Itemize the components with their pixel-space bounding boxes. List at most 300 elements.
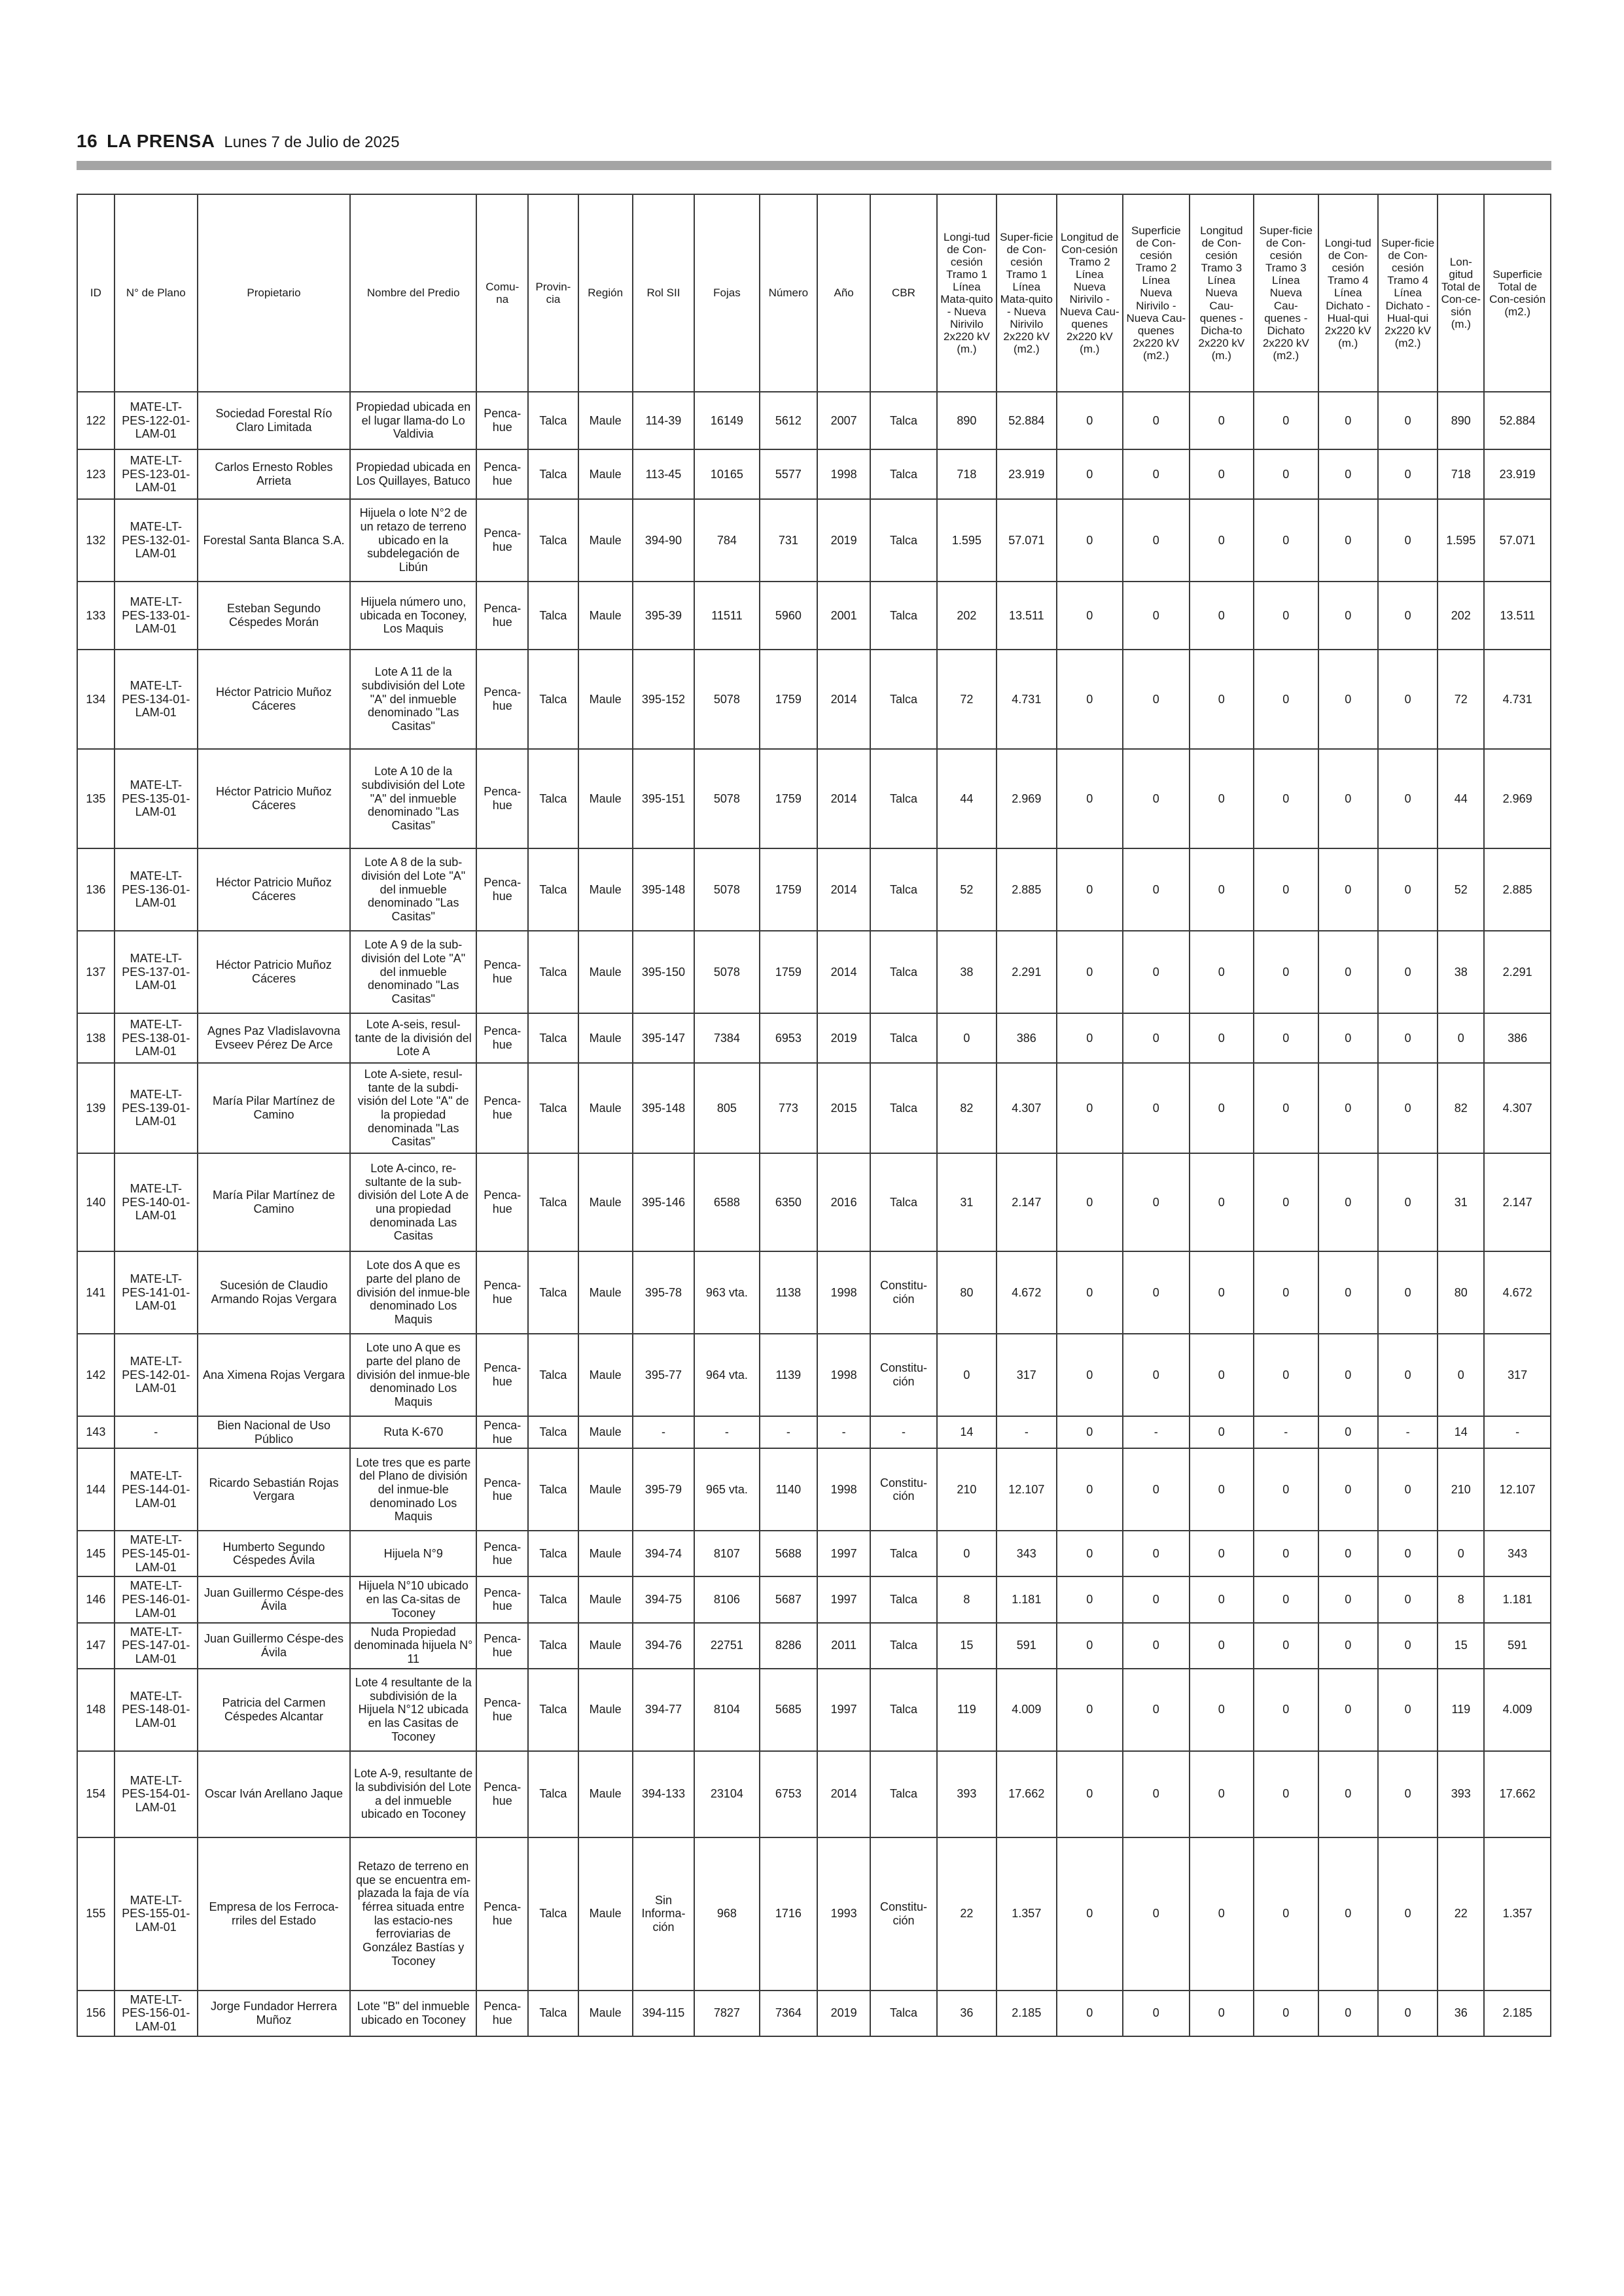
table-cell: 0 [1057,1623,1123,1669]
table-cell: 968 [694,1837,760,1991]
column-header: ID [77,194,115,392]
column-header: Comu-na [476,194,528,392]
table-cell: Hijuela número uno, ubicada en Toconey, Los Maquis [350,582,476,650]
table-cell: 0 [1123,931,1190,1013]
table-cell: Talca [870,1063,937,1153]
table-cell: Talca [528,1334,578,1416]
column-header: Fojas [694,194,760,392]
table-row [77,499,1551,582]
table-cell: 0 [1318,449,1378,499]
table-cell: 38 [937,931,997,1013]
table-cell: Talca [528,582,578,650]
table-cell: Maule [578,499,633,582]
table-cell: MATE-LT-PES-142-01-LAM-01 [115,1334,198,1416]
table-cell: 0 [1057,392,1123,449]
table-cell: 2.291 [997,931,1056,1013]
table-cell: 4.672 [1484,1251,1551,1334]
table-cell: 0 [1057,1669,1123,1751]
table-cell: 145 [77,1531,115,1576]
table-cell: 0 [1123,1837,1190,1991]
table-cell: MATE-LT-PES-134-01-LAM-01 [115,650,198,749]
table-cell: 13.511 [1484,582,1551,650]
table-cell: Talca [870,749,937,848]
table-row [77,931,1551,1013]
table-cell: 8286 [760,1623,817,1669]
table-cell: 0 [1057,582,1123,650]
table-cell: 82 [1438,1063,1484,1153]
table-cell: Talca [528,1063,578,1153]
table-cell: Maule [578,749,633,848]
table-cell: 137 [77,931,115,1013]
table-cell: 395-147 [633,1013,694,1063]
table-cell: 395-150 [633,931,694,1013]
table-cell: 0 [1318,650,1378,749]
table-cell: 0 [1190,1531,1254,1576]
table-cell: 52.884 [997,392,1056,449]
table-cell: 22 [937,1837,997,1991]
table-cell: 138 [77,1013,115,1063]
table-cell: 0 [937,1531,997,1576]
table-cell: 2014 [817,931,870,1013]
table-cell: Penca-hue [476,1063,528,1153]
table-cell: 122 [77,392,115,449]
table-cell: - [115,1416,198,1448]
table-row [77,392,1551,449]
table-cell: 0 [1254,650,1318,749]
table-cell: 0 [1190,392,1254,449]
table-cell: 132 [77,499,115,582]
table-cell: 2.147 [1484,1153,1551,1251]
table-cell: 36 [937,1991,997,2036]
table-cell: Sociedad Forestal Río Claro Limitada [198,392,351,449]
table-cell: 113-45 [633,449,694,499]
table-cell: 14 [937,1416,997,1448]
table-cell: 0 [1057,1251,1123,1334]
column-header: Rol SII [633,194,694,392]
table-cell: Talca [528,650,578,749]
table-cell: Talca [870,392,937,449]
table-cell: 0 [1378,1448,1438,1531]
table-cell: 2.291 [1484,931,1551,1013]
table-row [77,1576,1551,1622]
table-cell: MATE-LT-PES-154-01-LAM-01 [115,1751,198,1837]
table-cell: 141 [77,1251,115,1334]
table-cell: 5687 [760,1576,817,1622]
table-cell: 395-39 [633,582,694,650]
table-cell: 1759 [760,749,817,848]
table-cell: 80 [1438,1251,1484,1334]
table-cell: 36 [1438,1991,1484,2036]
table-cell: 0 [1057,848,1123,931]
table-cell: Lote A 9 de la sub-división del Lote "A" del inmueble denominado "Las Casitas" [350,931,476,1013]
table-cell: 0 [1378,1669,1438,1751]
table-cell: Penca-hue [476,1448,528,1531]
table-cell: 5577 [760,449,817,499]
table-cell: 1716 [760,1837,817,1991]
table-cell: 72 [1438,650,1484,749]
table-cell: 0 [1190,1623,1254,1669]
table-cell: 22 [1438,1837,1484,1991]
table-cell: Talca [870,1576,937,1622]
table-cell: 0 [1318,848,1378,931]
table-cell: 0 [1318,1448,1378,1531]
table-cell: 0 [1378,1531,1438,1576]
table-cell: Constitu-ción [870,1334,937,1416]
table-cell: Forestal Santa Blanca S.A. [198,499,351,582]
table-cell: 395-148 [633,1063,694,1153]
table-cell: MATE-LT-PES-136-01-LAM-01 [115,848,198,931]
table-cell: 4.307 [1484,1063,1551,1153]
table-cell: 317 [997,1334,1056,1416]
table-cell: 0 [1378,1751,1438,1837]
table-cell: Sucesión de Claudio Armando Rojas Vergara [198,1251,351,1334]
table-cell: Penca-hue [476,1153,528,1251]
table-cell: 393 [937,1751,997,1837]
table-cell: 0 [1190,650,1254,749]
table-cell: - [1378,1416,1438,1448]
table-cell: 7827 [694,1991,760,2036]
table-cell: - [633,1416,694,1448]
table-cell: 0 [1378,1576,1438,1622]
table-cell: 0 [1057,1063,1123,1153]
table-cell: 119 [1438,1669,1484,1751]
table-cell: Penca-hue [476,1013,528,1063]
table-cell: 4.731 [997,650,1056,749]
table-cell: Lote A-cinco, re-sultante de la sub-división del Lote A de una propiedad denominada Las Casitas [350,1153,476,1251]
table-cell: MATE-LT-PES-146-01-LAM-01 [115,1576,198,1622]
table-cell: 0 [1057,1837,1123,1991]
table-cell: Retazo de terreno en que se encuentra em-plazada la faja de vía férrea situada entre las estacio-nes ferroviarias de González Bastías y Toconey [350,1837,476,1991]
table-cell: 395-151 [633,749,694,848]
table-cell: 2019 [817,1991,870,2036]
table-cell: 2014 [817,848,870,931]
table-cell: 0 [1190,1751,1254,1837]
table-cell: - [1254,1416,1318,1448]
table-cell: 0 [1057,1153,1123,1251]
table-cell: 773 [760,1063,817,1153]
table-cell: 0 [1318,1251,1378,1334]
table-cell: 0 [1123,1334,1190,1416]
table-cell: 23.919 [1484,449,1551,499]
table-cell: 0 [1123,1251,1190,1334]
table-cell: 0 [1190,1448,1254,1531]
table-cell: 0 [1254,392,1318,449]
table-cell: Maule [578,1416,633,1448]
table-cell: 0 [1254,1448,1318,1531]
table-cell: 2019 [817,1013,870,1063]
table-cell: 0 [1190,582,1254,650]
table-cell: Maule [578,392,633,449]
table-cell: 0 [1378,931,1438,1013]
table-cell: Maule [578,1334,633,1416]
table-row [77,1153,1551,1251]
table-cell: 0 [1318,1013,1378,1063]
table-cell: Lote "B" del inmueble ubicado en Toconey [350,1991,476,2036]
table-cell: 119 [937,1669,997,1751]
column-header: Superficie Total de Con-cesión (m2.) [1484,194,1551,392]
table-cell: Hijuela o lote N°2 de un retazo de terreno ubicado en la subdelegación de Libún [350,499,476,582]
table-cell: 963 vta. [694,1251,760,1334]
table-cell: Maule [578,1576,633,1622]
table-cell: 0 [1190,1063,1254,1153]
table-row [77,848,1551,931]
table-cell: 731 [760,499,817,582]
table-cell: MATE-LT-PES-144-01-LAM-01 [115,1448,198,1531]
table-cell: 7364 [760,1991,817,2036]
table-cell: Lote A 11 de la subdivisión del Lote "A" del inmueble denominado "Las Casitas" [350,650,476,749]
table-cell: 1998 [817,1448,870,1531]
table-cell: Bien Nacional de Uso Público [198,1416,351,1448]
table-row [77,582,1551,650]
table-cell: 784 [694,499,760,582]
table-cell: 17.662 [1484,1751,1551,1837]
table-cell: MATE-LT-PES-132-01-LAM-01 [115,499,198,582]
table-cell: 1.181 [1484,1576,1551,1622]
table-cell: 0 [1254,931,1318,1013]
table-cell: Carlos Ernesto Robles Arrieta [198,449,351,499]
table-cell: 0 [1123,1623,1190,1669]
table-cell: 4.731 [1484,650,1551,749]
table-cell: 0 [1123,582,1190,650]
table-cell: 0 [1318,749,1378,848]
table-cell: Penca-hue [476,1531,528,1576]
table-cell: Talca [870,1669,937,1751]
table-cell: 2019 [817,499,870,582]
table-cell: 1139 [760,1334,817,1416]
table-cell: 82 [937,1063,997,1153]
table-cell: 2.147 [997,1153,1056,1251]
table-cell: Maule [578,1531,633,1576]
column-header: Nombre del Predio [350,194,476,392]
table-cell: Maule [578,1063,633,1153]
table-cell: Maule [578,1991,633,2036]
table-cell: Héctor Patricio Muñoz Cáceres [198,650,351,749]
table-cell: 4.009 [1484,1669,1551,1751]
table-cell: 591 [1484,1623,1551,1669]
table-cell: 15 [937,1623,997,1669]
table-cell: MATE-LT-PES-123-01-LAM-01 [115,449,198,499]
table-cell: 0 [1254,749,1318,848]
column-header: Super-ficie de Con-cesión Tramo 4 Línea Dichato - Hual-qui 2x220 kV (m2.) [1378,194,1438,392]
table-cell: Maule [578,650,633,749]
table-cell: 52.884 [1484,392,1551,449]
table-cell: 1997 [817,1531,870,1576]
table-cell: 11511 [694,582,760,650]
table-cell: Maule [578,1669,633,1751]
table-cell: 6588 [694,1153,760,1251]
table-cell: Penca-hue [476,392,528,449]
table-cell: Talca [870,1531,937,1576]
table-cell: 0 [1378,1251,1438,1334]
table-cell: 0 [1318,1334,1378,1416]
column-header: Longitud de Con-cesión Tramo 3 Línea Nueva Cau-quenes - Dicha-to 2x220 kV (m.) [1190,194,1254,392]
table-cell: 0 [1378,1013,1438,1063]
table-cell: 393 [1438,1751,1484,1837]
table-cell: MATE-LT-PES-140-01-LAM-01 [115,1153,198,1251]
table-cell: Maule [578,1013,633,1063]
table-cell: Penca-hue [476,1251,528,1334]
table-cell: Talca [528,1837,578,1991]
table-cell: 0 [1254,1669,1318,1751]
table-cell: 0 [1190,1837,1254,1991]
table-row [77,749,1551,848]
table-cell: 0 [1318,1991,1378,2036]
table-cell: 0 [1190,1013,1254,1063]
table-cell: 0 [1057,749,1123,848]
table-cell: 0 [1318,1837,1378,1991]
table-cell: 0 [1190,1334,1254,1416]
table-cell: 1998 [817,1251,870,1334]
table-cell: Talca [870,848,937,931]
table-cell: Maule [578,1153,633,1251]
column-header: Provin-cia [528,194,578,392]
table-cell: Talca [870,1991,937,2036]
table-cell: Maule [578,1751,633,1837]
table-cell: 57.071 [1484,499,1551,582]
table-cell: 395-146 [633,1153,694,1251]
table-cell: Talca [528,499,578,582]
table-cell: 0 [1123,1448,1190,1531]
table-cell: Penca-hue [476,1751,528,1837]
column-header: Superficie de Con-cesión Tramo 2 Línea Nueva Nirivilo - Nueva Cau-quenes 2x220 kV (m2.) [1123,194,1190,392]
table-cell: 0 [1123,499,1190,582]
table-cell: - [1484,1416,1551,1448]
table-cell: Talca [528,848,578,931]
column-header: N° de Plano [115,194,198,392]
table-cell: 343 [1484,1531,1551,1576]
table-cell: Penca-hue [476,1334,528,1416]
table-cell: 1759 [760,848,817,931]
table-cell: 0 [1378,749,1438,848]
table-cell: 8107 [694,1531,760,1576]
table-cell: Lote A-9, resultante de la subdivisión del Lote a del inmueble ubicado en Toconey [350,1751,476,1837]
table-cell: Penca-hue [476,1991,528,2036]
table-cell: 0 [1057,1013,1123,1063]
table-cell: 890 [937,392,997,449]
table-row [77,1251,1551,1334]
table-cell: Penca-hue [476,931,528,1013]
table-cell: - [997,1416,1056,1448]
table-cell: 0 [1123,1013,1190,1063]
table-cell: 1.357 [1484,1837,1551,1991]
table-cell: 4.009 [997,1669,1056,1751]
table-cell: 6350 [760,1153,817,1251]
table-cell: MATE-LT-PES-141-01-LAM-01 [115,1251,198,1334]
table-cell: 0 [1123,1063,1190,1153]
table-cell: 12.107 [1484,1448,1551,1531]
table-cell: Talca [870,931,937,1013]
table-cell: 5960 [760,582,817,650]
table-cell: 2.185 [997,1991,1056,2036]
table-cell: 0 [1378,582,1438,650]
table-cell: Héctor Patricio Muñoz Cáceres [198,848,351,931]
table-cell: 0 [1057,449,1123,499]
table-cell: 0 [1190,848,1254,931]
table-cell: 2014 [817,1751,870,1837]
table-cell: 1140 [760,1448,817,1531]
table-cell: Penca-hue [476,1576,528,1622]
table-cell: 31 [1438,1153,1484,1251]
table-cell: Patricia del Carmen Céspedes Alcantar [198,1669,351,1751]
table-cell: 52 [937,848,997,931]
table-cell: 0 [1123,1576,1190,1622]
table-cell: 22751 [694,1623,760,1669]
table-cell: 0 [1254,1623,1318,1669]
table-cell: Talca [870,499,937,582]
masthead [77,131,400,157]
table-cell: MATE-LT-PES-133-01-LAM-01 [115,582,198,650]
table-cell: 0 [1190,1576,1254,1622]
table-cell: 0 [1438,1334,1484,1416]
table-cell: Héctor Patricio Muñoz Cáceres [198,749,351,848]
table-row [77,1448,1551,1531]
table-cell: Talca [528,1531,578,1576]
table-cell: Empresa de los Ferroca-rriles del Estado [198,1837,351,1991]
table-cell: 0 [1318,1623,1378,1669]
table-cell: MATE-LT-PES-135-01-LAM-01 [115,749,198,848]
table-cell: Esteban Segundo Céspedes Morán [198,582,351,650]
table-cell: 2014 [817,650,870,749]
table-cell: 0 [1318,1669,1378,1751]
table-cell: 0 [1254,1013,1318,1063]
table-cell: 0 [1318,582,1378,650]
table-cell: 0 [1254,848,1318,931]
table-cell: 0 [1123,749,1190,848]
table-cell: Penca-hue [476,650,528,749]
table-cell: 2014 [817,749,870,848]
table-cell: 0 [1378,499,1438,582]
table-cell: Lote A 10 de la subdivisión del Lote "A" del inmueble denominado "Las Casitas" [350,749,476,848]
table-cell: Talca [528,931,578,1013]
table-cell: 0 [1318,1531,1378,1576]
table-cell: Lote A-siete, resul-tante de la subdi-visión del Lote "A" de la propiedad denominada "Las Casitas" [350,1063,476,1153]
table-cell: Ricardo Sebastián Rojas Vergara [198,1448,351,1531]
table-cell: 394-76 [633,1623,694,1669]
table-cell: 15 [1438,1623,1484,1669]
table-cell: 5078 [694,749,760,848]
table-cell: 343 [997,1531,1056,1576]
table-cell: Ana Ximena Rojas Vergara [198,1334,351,1416]
table-cell: 144 [77,1448,115,1531]
table-cell: Talca [528,1013,578,1063]
table-cell: 2007 [817,392,870,449]
table-cell: Jorge Fundador Herrera Muñoz [198,1991,351,2036]
column-header: Número [760,194,817,392]
table-cell: 5688 [760,1531,817,1576]
table-row [77,1013,1551,1063]
table-cell: 12.107 [997,1448,1056,1531]
table-cell: 72 [937,650,997,749]
table-cell: 2016 [817,1153,870,1251]
table-cell: 136 [77,848,115,931]
table-cell: Maule [578,449,633,499]
table-cell: 395-78 [633,1251,694,1334]
table-cell: 1759 [760,650,817,749]
table-cell: 154 [77,1751,115,1837]
table-cell: 80 [937,1251,997,1334]
table-row [77,1623,1551,1669]
table-cell: Talca [528,749,578,848]
table-cell: 1993 [817,1837,870,1991]
table-cell: MATE-LT-PES-122-01-LAM-01 [115,392,198,449]
table-cell: 1.595 [937,499,997,582]
table-cell: Héctor Patricio Muñoz Cáceres [198,931,351,1013]
table-cell: 394-75 [633,1576,694,1622]
table-cell: Lote A 8 de la sub-división del Lote "A" del inmueble denominado "Las Casitas" [350,848,476,931]
header-row [77,194,1551,392]
table-cell: 0 [1057,1991,1123,2036]
table-cell: 395-79 [633,1448,694,1531]
